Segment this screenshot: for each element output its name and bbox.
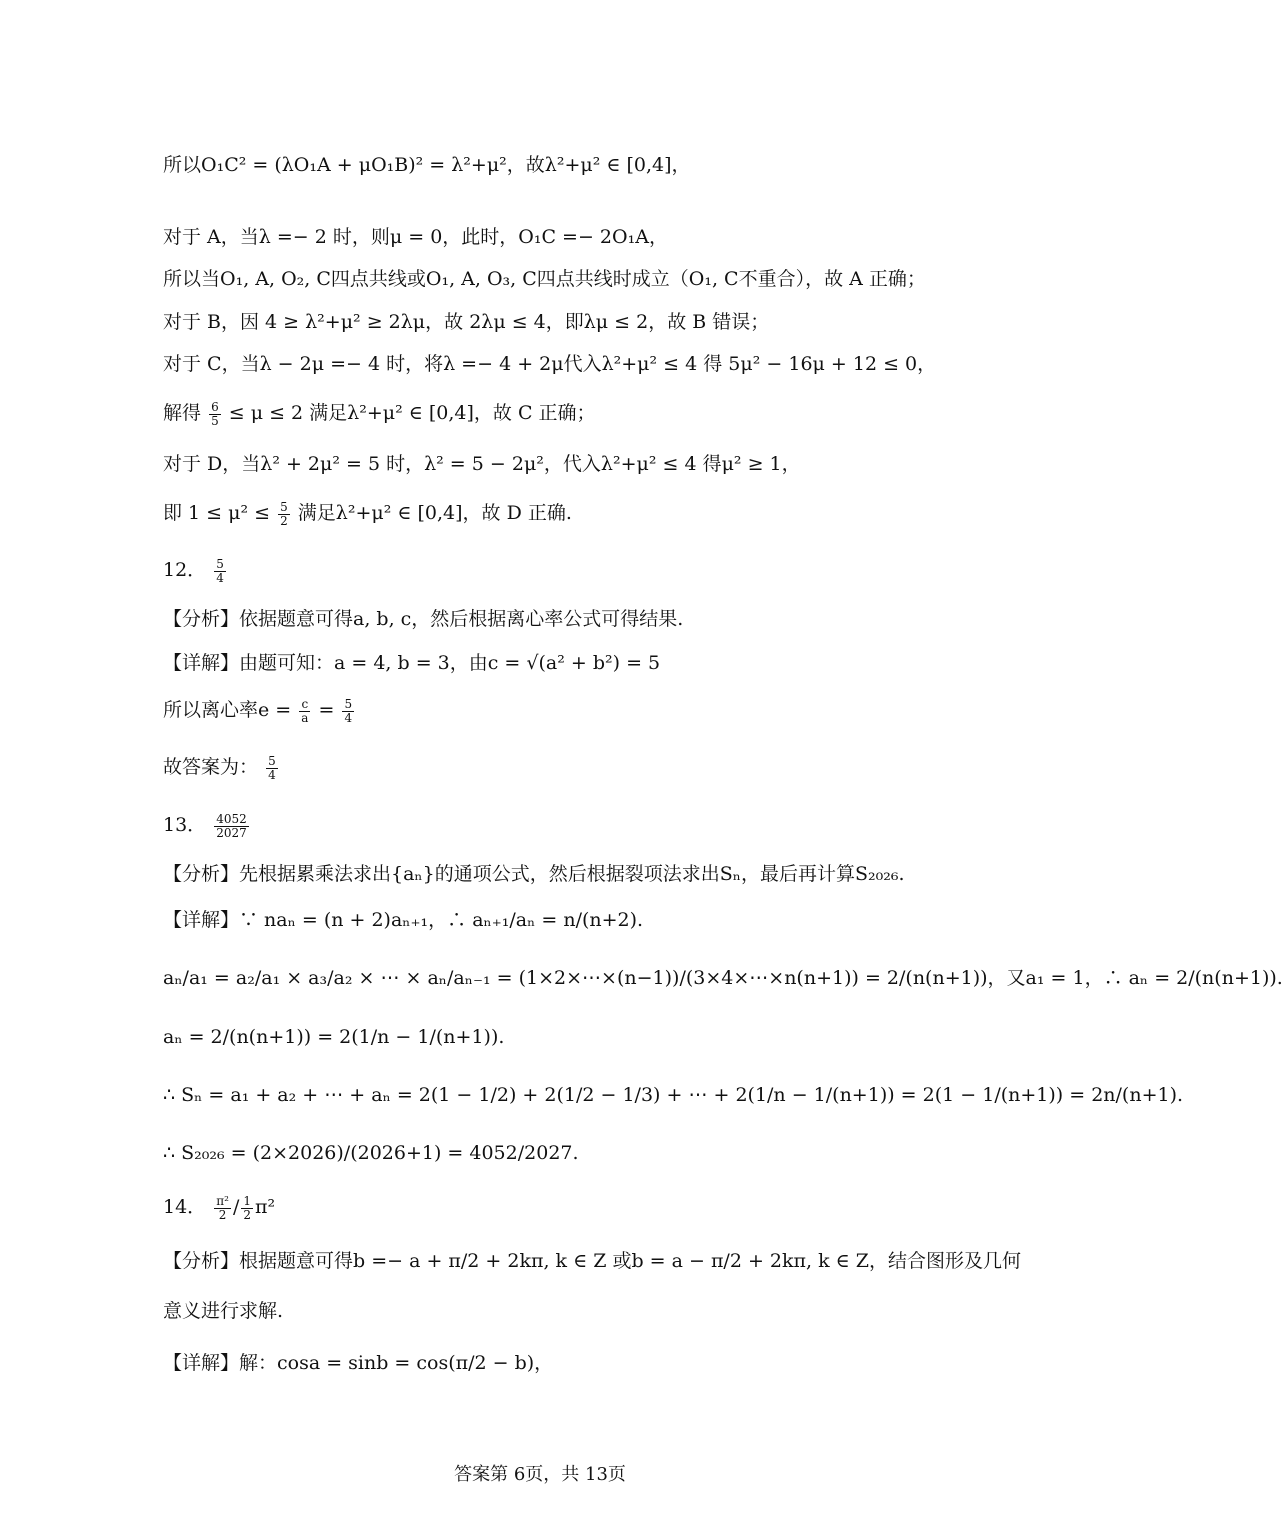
- question-number: 14．: [163, 1196, 207, 1218]
- line-option-b: 对于 B，因 4 ≥ λ²+μ² ≥ 2λμ，故 2λμ ≤ 4，即λμ ≤ 2，故 B 错误；: [163, 311, 770, 333]
- fraction-one-half: [241, 1195, 253, 1222]
- line-product-telescoping: aₙ/a₁ = a₂/a₁ × a₃/a₂ × ⋯ × aₙ/aₙ₋₁ = (1×2×⋯×(n−1))/(3×4×⋯×n(n+1)) = 2/(n(n+1))，又a₁ = 1，∴ aₙ = 2/(n(n+1)).: [163, 967, 1283, 989]
- fraction-pi-squared-half: [214, 1195, 231, 1222]
- line-option-c: 对于 C，当λ − 2μ =− 4 时，将λ =− 4 + 2μ代入λ²+μ² ≤ 4 得 5μ² − 16μ + 12 ≤ 0，: [163, 353, 937, 375]
- fraction-numerator: 6: [211, 399, 219, 414]
- fraction-numerator: 5: [268, 753, 276, 768]
- fraction-c-over-a: [299, 698, 310, 725]
- equals-sign: =: [318, 699, 335, 721]
- fraction-five-fourths: [266, 755, 278, 782]
- line-answer-12: [163, 752, 1020, 782]
- line-analysis-13: 【分析】先根据累乘法求出{aₙ}的通项公式，然后根据裂项法求出Sₙ，最后再计算S₂₀₂₆.: [163, 863, 905, 885]
- fraction-numerator: c: [299, 698, 310, 712]
- fraction-answer-12: [214, 558, 226, 585]
- answer-separator: /: [232, 1196, 240, 1218]
- text-segment: ≤ μ ≤ 2 满足λ²+μ² ∈ [0,4]，故 C 正确；: [228, 402, 596, 424]
- fraction-five-fourths: [342, 698, 354, 725]
- text-segment: 满足λ²+μ² ∈ [0,4]，故 D 正确.: [297, 502, 572, 524]
- line-option-d: 对于 D，当λ² + 2μ² = 5 时，λ² = 5 − 2μ²，代入λ²+μ² ≤ 4 得μ² ≥ 1，: [163, 453, 801, 475]
- fraction-denominator: 2: [280, 513, 288, 528]
- text-segment: 即 1 ≤ μ² ≤: [163, 502, 271, 524]
- question-14-answer: [163, 1192, 1020, 1222]
- fraction-denominator: 4: [216, 570, 224, 585]
- fraction-six-fifths: [209, 401, 221, 428]
- line-option-c-solution: [163, 398, 1020, 428]
- line-detail-13: 【详解】∵ naₙ = (n + 2)aₙ₊₁，∴ aₙ₊₁/aₙ = n/(n+2).: [163, 909, 644, 931]
- line-detail-14: 【详解】解：cosa = sinb = cos(π/2 − b)，: [163, 1352, 554, 1374]
- text-segment: 故答案为：: [163, 756, 259, 778]
- line-s2026: ∴ S₂₀₂₆ = (2×2026)/(2026+1) = 4052/2027.: [163, 1142, 579, 1164]
- question-number: 13．: [163, 814, 207, 836]
- line-sum-sn: ∴ Sₙ = a₁ + a₂ + ⋯ + aₙ = 2(1 − 1/2) + 2(1/2 − 1/3) + ⋯ + 2(1/n − 1/(n+1)) = 2(1 − 1/(n+1)) = 2n/(n+1).: [163, 1084, 1184, 1106]
- page-footer: 答案第 6页，共 13页: [454, 1464, 626, 1485]
- question-12-answer: [163, 555, 1020, 585]
- fraction-numerator: 5: [280, 499, 288, 514]
- fraction-denominator: 2027: [216, 825, 247, 840]
- line-eccentricity: [163, 695, 1020, 725]
- fraction-denominator: 2: [218, 1207, 227, 1222]
- line-partial-fraction: aₙ = 2/(n(n+1)) = 2(1/n − 1/(n+1)).: [163, 1026, 505, 1048]
- fraction-denominator: 5: [211, 413, 219, 428]
- fraction-answer-13: [214, 813, 249, 840]
- fraction-denominator: 2: [243, 1207, 251, 1222]
- fraction-numerator: 5: [344, 696, 353, 711]
- line-detail-12: 【详解】由题可知：a = 4, b = 3，由c = √(a² + b²) = 5: [163, 652, 661, 674]
- pi-squared: π²: [254, 1196, 276, 1218]
- line-option-a-collinear: 所以当O₁, A, O₂, C四点共线或O₁, A, O₃, C四点共线时成立（O₁, C不重合），故 A 正确；: [163, 268, 926, 290]
- fraction-denominator: 4: [344, 710, 353, 725]
- line-option-a: 对于 A，当λ =− 2 时，则μ = 0，此时，O₁C =− 2O₁A，: [163, 226, 668, 248]
- fraction-denominator: a: [301, 710, 309, 725]
- line-option-d-solution: [163, 498, 1020, 528]
- line-analysis-12: 【分析】依据题意可得a, b, c，然后根据离心率公式可得结果.: [163, 608, 684, 630]
- line-analysis-14: 【分析】根据题意可得b =− a + π/2 + 2kπ, k ∈ Z 或b = a − π/2 + 2kπ, k ∈ Z，结合图形及几何: [163, 1250, 1021, 1272]
- fraction-five-halves: [278, 501, 290, 528]
- line-analysis-14-cont: 意义进行求解.: [163, 1300, 284, 1322]
- line-summary-lambda-mu: 所以O₁C² = (λO₁A + μO₁B)² = λ²+μ²，故λ²+μ² ∈ [0,4]，: [163, 154, 691, 176]
- text-segment: 解得: [163, 402, 202, 424]
- text-segment: 所以离心率e =: [163, 699, 292, 721]
- fraction-denominator: 4: [268, 767, 276, 782]
- fraction-numerator: 1: [243, 1193, 251, 1208]
- fraction-numerator: π²: [216, 1193, 229, 1208]
- question-13-answer: [163, 810, 1020, 840]
- fraction-numerator: 5: [216, 556, 224, 571]
- fraction-numerator: 4052: [216, 811, 247, 826]
- question-number: 12．: [163, 559, 207, 581]
